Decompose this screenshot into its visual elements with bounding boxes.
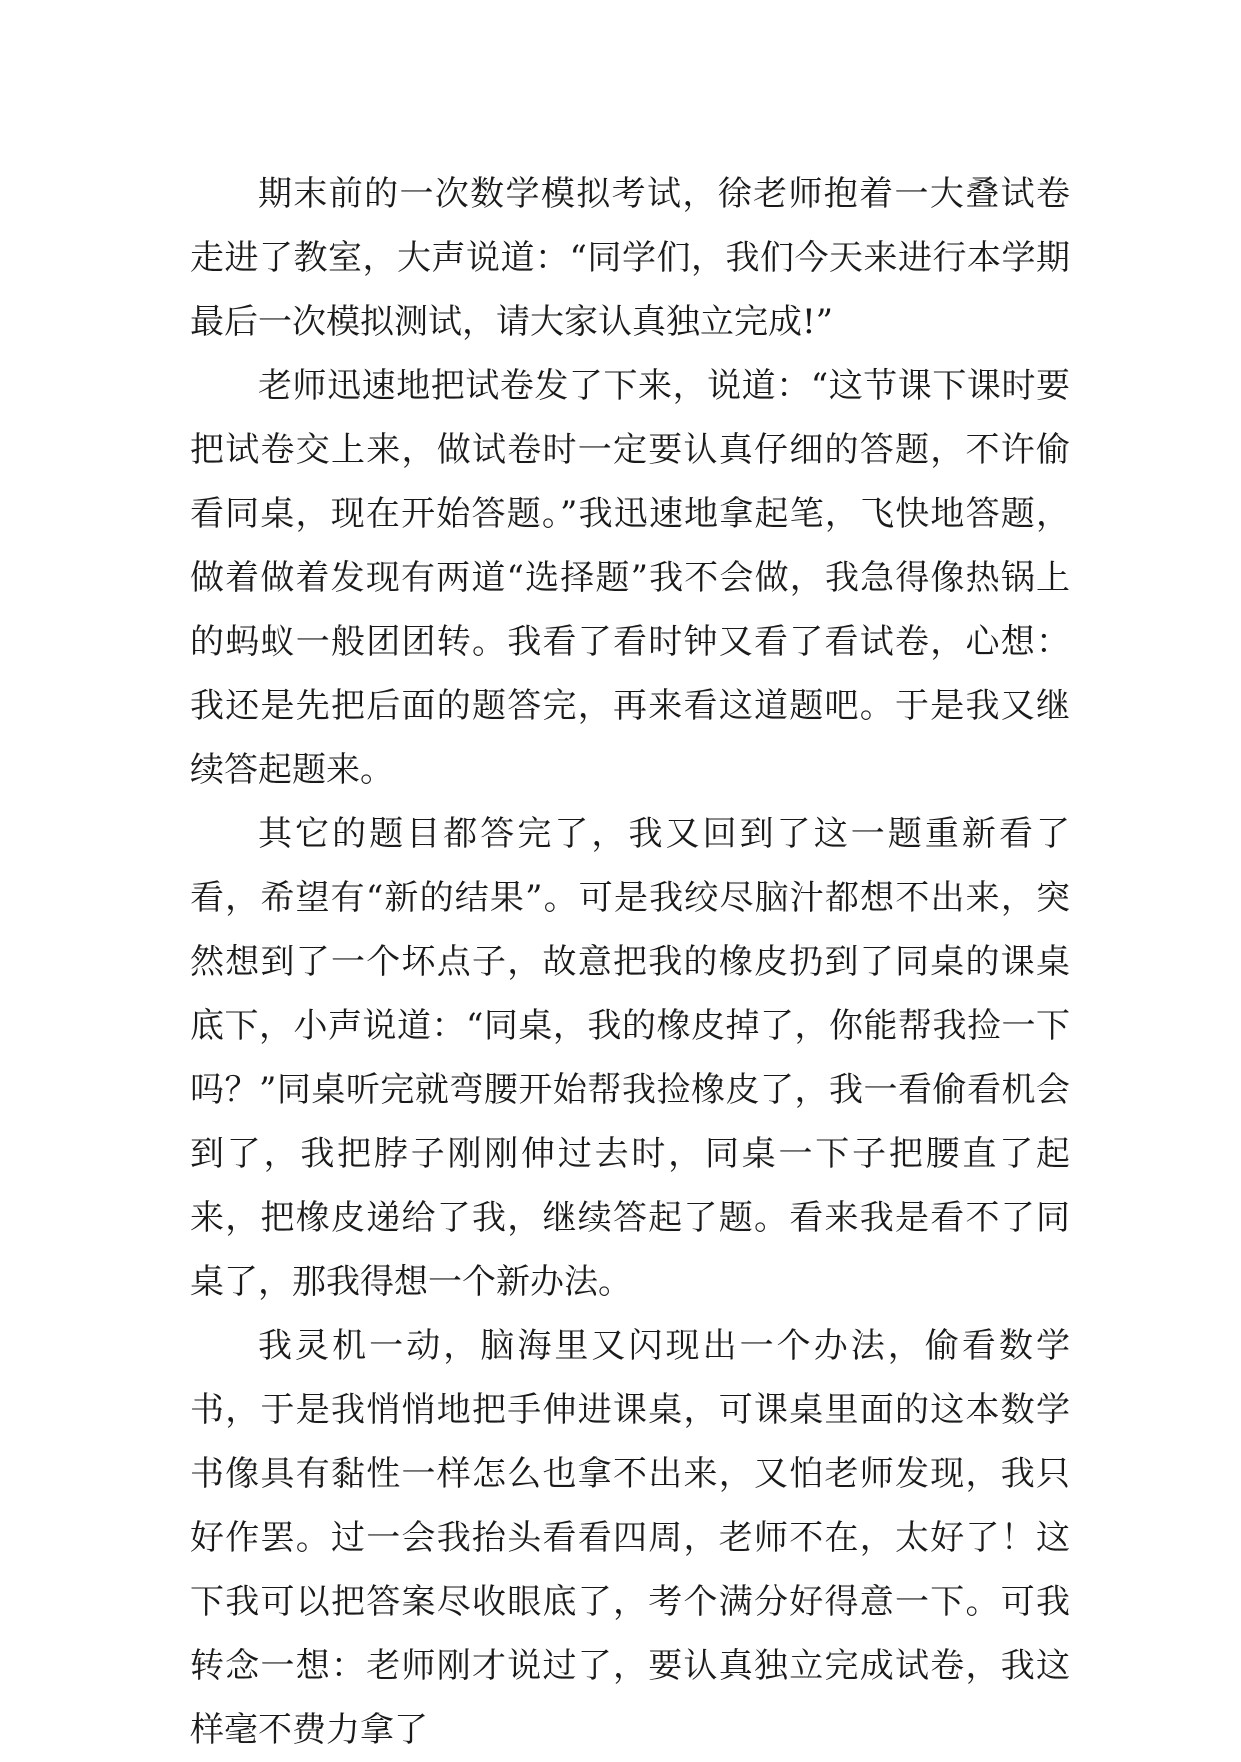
paragraph-1: 期末前的一次数学模拟考试，徐老师抱着一大叠试卷走进了教室，大声说道：“同学们，我们今天来进行本学期最后一次模拟测试，请大家认真独立完成!”: [190, 174, 1070, 342]
document-body: [190, 162, 1070, 1762]
paragraph-4: 我灵机一动，脑海里又闪现出一个办法，偷看数学书，于是我悄悄地把手伸进课桌，可课桌里面的这本数学书像具有黏性一样怎么也拿不出来，又怕老师发现，我只好作罢。过一会我抬头看看四周，老师不在，太好了！这下我可以把答案尽收眼底了，考个满分好得意一下。可我转念一想：老师刚才说过了，要认真独立完成试卷，我这样毫不费力拿了: [190, 1326, 1070, 1750]
paragraph-2: 老师迅速地把试卷发了下来，说道：“这节课下课时要把试卷交上来，做试卷时一定要认真仔细的答题，不许偷看同桌，现在开始答题。”我迅速地拿起笔，飞快地答题，做着做着发现有两道“选择题”我不会做，我急得像热锅上的蚂蚁一般团团转。我看了看时钟又看了看试卷，心想：我还是先把后面的题答完，再来看这道题吧。于是我又继续答起题来。: [190, 366, 1070, 790]
paragraph-3: 其它的题目都答完了，我又回到了这一题重新看了看，希望有“新的结果”。可是我绞尽脑汁都想不出来，突然想到了一个坏点子，故意把我的橡皮扔到了同桌的课桌底下，小声说道：“同桌，我的橡皮掉了，你能帮我捡一下吗？”同桌听完就弯腰开始帮我捡橡皮了，我一看偷看机会到了，我把脖子刚刚伸过去时，同桌一下子把腰直了起来，把橡皮递给了我，继续答起了题。看来我是看不了同桌了，那我得想一个新办法。: [190, 814, 1070, 1302]
